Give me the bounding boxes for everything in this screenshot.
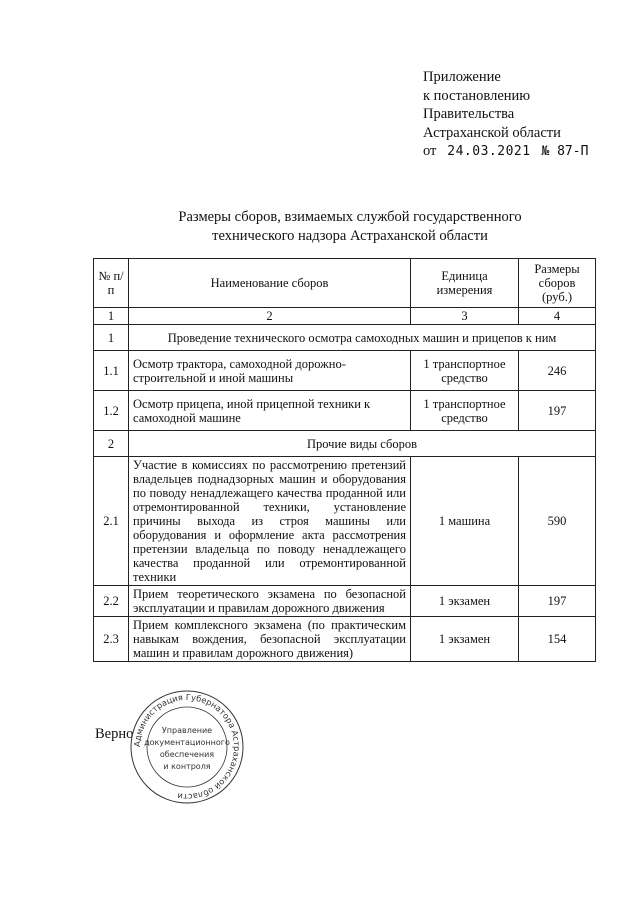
annex-line-1: Приложение xyxy=(423,69,501,85)
header-size: Размеры сборов (руб.) xyxy=(519,259,596,308)
section-1-num: 1 xyxy=(94,325,129,351)
title-line-1: Размеры сборов, взимаемых службой государственного xyxy=(178,209,522,225)
row-1-1-size: 246 xyxy=(519,351,596,391)
section-row-2 xyxy=(94,431,596,457)
stamp-center-3: обеспечения xyxy=(159,750,215,759)
colnum-1: 1 xyxy=(94,308,129,325)
column-number-row xyxy=(94,308,596,325)
verno-label: Верно xyxy=(95,726,134,742)
row-2-1-size: 590 xyxy=(519,457,596,586)
row-1-2-name: Осмотр прицепа, иной прицепной техники к самоходной машине xyxy=(129,391,411,431)
row-1-1-name: Осмотр трактора, самоходной дорожно-строительной и иной машины xyxy=(129,351,411,391)
table-row-2-2 xyxy=(94,586,596,617)
row-2-3-unit: 1 экзамен xyxy=(411,617,519,662)
row-1-2-num: 1.2 xyxy=(94,391,129,431)
row-1-1-num: 1.1 xyxy=(94,351,129,391)
document-title xyxy=(100,208,600,246)
row-2-1-unit: 1 машина xyxy=(411,457,519,586)
stamp-center-1: Управление xyxy=(161,726,213,735)
fees-table xyxy=(93,258,596,662)
table-row-1-2 xyxy=(94,391,596,431)
annex-date: 24.03.2021 xyxy=(447,144,531,159)
annex-date-line xyxy=(423,142,588,162)
stamp-center-4: и контроля xyxy=(163,762,211,771)
section-row-1 xyxy=(94,325,596,351)
row-2-2-name: Прием теоретического экзамена по безопасной эксплуатации и правилам дорожного движения xyxy=(129,586,411,617)
row-2-2-size: 197 xyxy=(519,586,596,617)
section-1-title: Проведение технического осмотра самоходных машин и прицепов к ним xyxy=(129,325,596,351)
stamp-seal xyxy=(128,688,246,806)
row-2-2-unit: 1 экзамен xyxy=(411,586,519,617)
annex-line-3: Правительства xyxy=(423,106,515,122)
annex-line-2: к постановлению xyxy=(423,87,531,104)
row-2-1-name: Участие в комиссиях по рассмотрению претензий владельцев поднадзорных машин и оборудования по поводу ненадлежащего качества проданной или отремонтированной техники, установление причины выхода из строя машины или оборудования и оформление акта рассмотрения претензии владельца по поводу ненадлежащего качества проданной или отремонтированной техники xyxy=(129,457,411,586)
section-2-num: 2 xyxy=(94,431,129,457)
colnum-3: 3 xyxy=(411,308,519,325)
table-row-1-1 xyxy=(94,351,596,391)
annex-line-4: Астраханской области xyxy=(423,124,561,141)
stamp-center-2: документационного xyxy=(144,738,230,747)
title-line-2: технического надзора Астраханской области xyxy=(212,228,488,244)
stamp-ring-text: Администрация Губернатора Астраханской области xyxy=(131,691,243,803)
table-row-2-1 xyxy=(94,457,596,586)
row-2-3-num: 2.3 xyxy=(94,617,129,662)
row-1-2-size: 197 xyxy=(519,391,596,431)
colnum-2: 2 xyxy=(129,308,411,325)
row-1-1-unit: 1 транспортное средство xyxy=(411,351,519,391)
row-1-2-unit: 1 транспортное средство xyxy=(411,391,519,431)
header-name: Наименование сборов xyxy=(129,259,411,308)
row-2-3-name: Прием комплексного экзамена (по практическим навыкам вождения, безопасной эксплуатации машин и правилам дорожного движения) xyxy=(129,617,411,662)
section-2-title: Прочие виды сборов xyxy=(129,431,596,457)
header-num: № п/п xyxy=(94,259,129,308)
header-unit: Единица измерения xyxy=(411,259,519,308)
row-2-3-size: 154 xyxy=(519,617,596,662)
table-header-row xyxy=(94,259,596,308)
row-2-2-num: 2.2 xyxy=(94,586,129,617)
row-2-1-num: 2.1 xyxy=(94,457,129,586)
annex-from: от xyxy=(423,143,437,159)
colnum-4: 4 xyxy=(519,308,596,325)
table-row-2-3 xyxy=(94,617,596,662)
annex-number: № 87-П xyxy=(541,144,589,159)
annex-block xyxy=(423,68,588,162)
